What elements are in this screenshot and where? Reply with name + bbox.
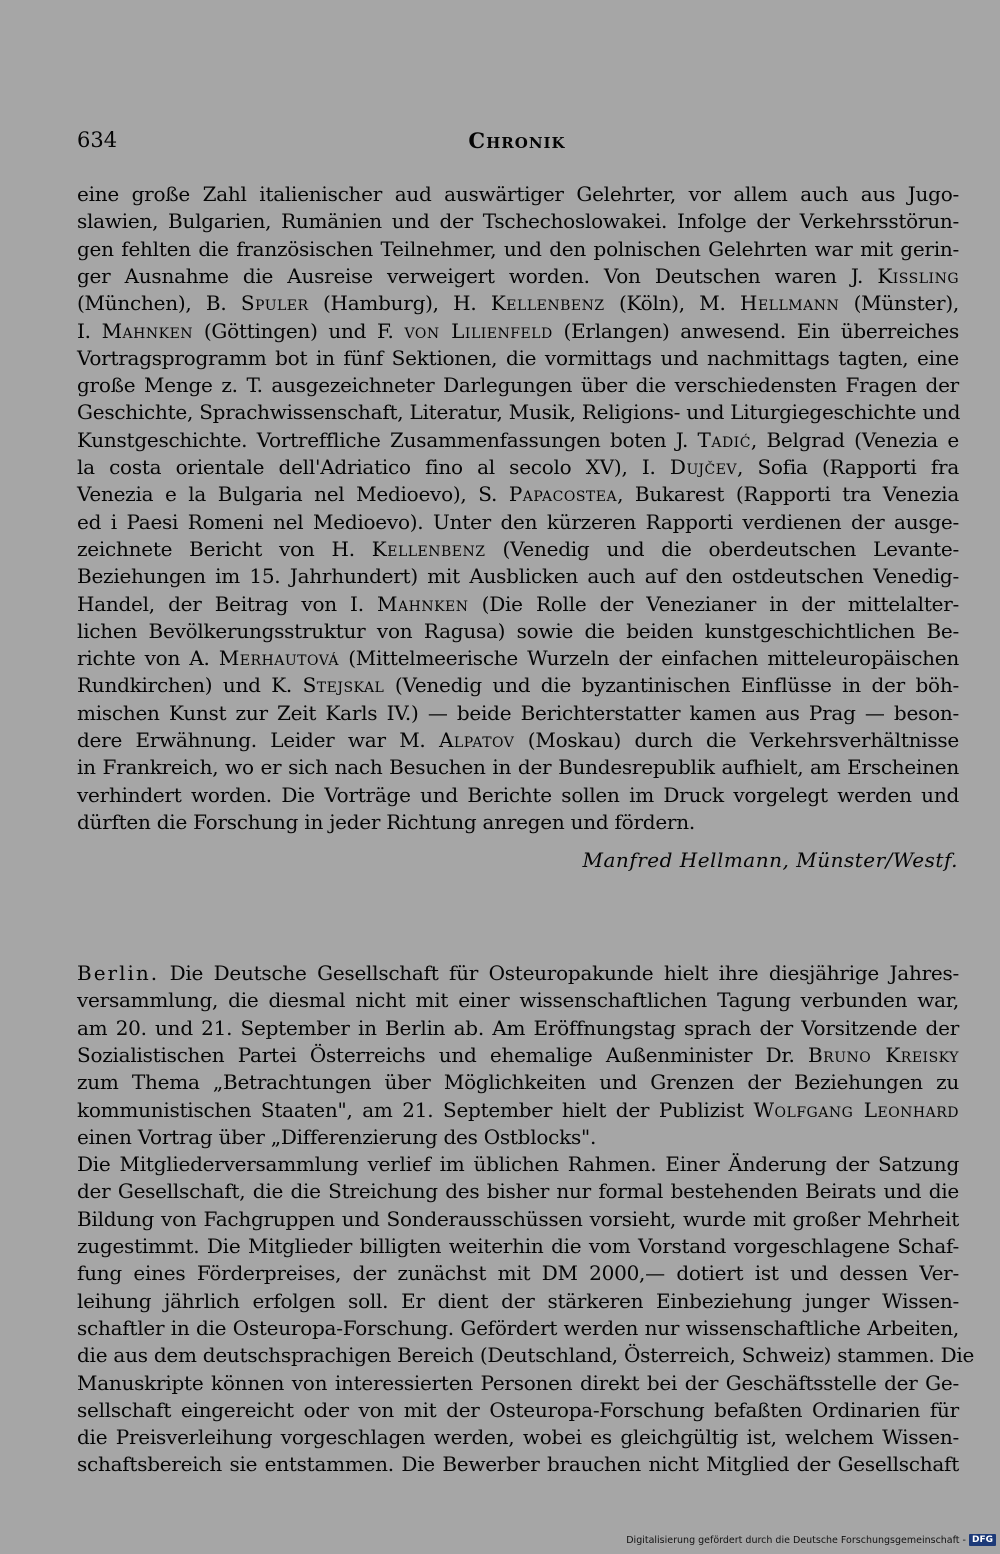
- text-segment: sellschaft eingereicht oder von mit der Osteuropa-Forschung befaßten Ordinarien für: [77, 1397, 959, 1422]
- person-name: Alpatov: [438, 728, 515, 752]
- page-number: 634: [77, 128, 118, 152]
- text-line: [77, 398, 959, 426]
- text-line: [77, 1068, 959, 1096]
- text-line: [77, 1177, 959, 1205]
- text-line: [77, 986, 959, 1014]
- text-segment: der Gesellschaft, die die Streichung des bisher nur formal bestehenden Beirats und die: [77, 1179, 959, 1204]
- text-segment: zum Thema „Betrachtungen über Möglichkeiten und Grenzen der Beziehungen zu: [77, 1070, 959, 1095]
- text-segment: slawien, Bulgarien, Rumänien und der Tschechoslowakei. Infolge der Verkehrsstörun-: [77, 209, 959, 234]
- text-line: [77, 535, 959, 563]
- text-segment: versammlung, die diesmal nicht mit einer wissenschaftlichen Tagung verbunden war,: [77, 988, 959, 1013]
- person-name: Spuler: [240, 291, 309, 316]
- text-segment: la costa orientale dell'Adriatico fino al secolo XV), I.: [77, 455, 670, 479]
- text-line: [77, 1123, 959, 1151]
- text-segment: , Sofia (Rapporti fra: [737, 455, 959, 479]
- text-line: [77, 371, 959, 399]
- text-segment: schaftler in die Osteuropa-Forschung. Gefördert werden nur wissenschaftliche Arbeiten,: [77, 1315, 959, 1340]
- text-line: [77, 808, 959, 836]
- text-segment: dere Erwähnung. Leider war M.: [77, 728, 439, 752]
- person-name: Mahnken: [101, 318, 194, 343]
- text-line: [77, 1396, 959, 1424]
- text-line: [77, 617, 959, 645]
- text-line: [77, 262, 959, 290]
- text-segment: lichen Bevölkerungsstruktur von Ragusa) sowie die beiden kunstgeschichtlichen Be-: [77, 618, 959, 643]
- person-name: Tadić: [697, 427, 751, 452]
- person-name: Mahnken: [377, 591, 469, 616]
- text-line: [77, 426, 959, 454]
- digitization-credit: [626, 1532, 996, 1548]
- text-line: [77, 1259, 959, 1287]
- text-segment: Sozialistischen Partei Österreichs und ehemalige Außenminister Dr.: [77, 1042, 808, 1067]
- text-segment: gen fehlten die französischen Teilnehmer, und den polnischen Gelehrten war mit gerin-: [77, 236, 959, 261]
- text-segment: verhindert worden. Die Vorträge und Berichte sollen im Druck vorgelegt werden und: [77, 782, 959, 807]
- text-segment: in Frankreich, wo er sich nach Besuchen in der Bundesrepublik aufhielt, am Erscheinen: [77, 755, 959, 780]
- text-segment: , Bukarest (Rapporti tra Venezia: [617, 482, 960, 507]
- text-line: [77, 699, 959, 727]
- text-segment: Die Deutsche Gesellschaft für Osteuropakunde hielt ihre diesjährige Jahres-: [159, 961, 959, 985]
- text-line: [77, 1150, 959, 1178]
- text-segment: mischen Kunst zur Zeit Karls IV.) — beide Berichterstatter kamen aus Prag — beson-: [77, 700, 959, 725]
- text-segment: richte von A.: [77, 646, 219, 671]
- text-segment: kommunistischen Staaten", am 21. September hielt der Publizist: [77, 1097, 754, 1122]
- text-segment: zugestimmt. Die Mitglieder billigten weiterhin die vom Vorstand vorgeschlagene Schaf-: [77, 1234, 959, 1258]
- author-signature: Manfred Hellmann, Münster/Westf.: [582, 848, 958, 872]
- text-segment: (Göttingen) und F.: [193, 318, 405, 343]
- text-line: [77, 1096, 959, 1124]
- person-name: Papacostea: [508, 482, 618, 507]
- text-segment: Rundkirchen) und K.: [77, 673, 303, 698]
- running-head: Chronik: [468, 128, 566, 153]
- text-line: [77, 590, 959, 618]
- text-segment: die Preisverleihung vorgeschlagen werden, wobei es gleichgültig ist, welchem Wissen-: [77, 1425, 959, 1450]
- text-segment: große Menge z. T. ausgezeichneter Darlegungen über die verschiedensten Fragen der: [77, 373, 959, 398]
- text-segment: I.: [77, 318, 102, 343]
- text-line: [77, 1423, 959, 1451]
- text-line: [77, 562, 959, 590]
- text-line: [77, 1041, 959, 1069]
- text-line: [77, 508, 959, 536]
- text-line: [77, 959, 959, 987]
- text-segment: eine große Zahl italienischer aud auswärtiger Gelehrter, vor allem auch aus Jugo-: [77, 182, 959, 206]
- text-line: [77, 781, 959, 809]
- text-line: [77, 344, 959, 372]
- text-segment: (München), B.: [77, 291, 241, 316]
- text-line: [77, 1314, 959, 1342]
- text-line: [77, 1205, 959, 1233]
- text-line: [77, 1287, 959, 1315]
- text-segment: Venezia e la Bulgaria nel Medioevo), S.: [77, 482, 509, 507]
- person-name: Dujčev: [669, 455, 738, 479]
- text-segment: Die Mitgliederversammlung verlief im üblichen Rahmen. Einer Änderung der Satzung: [77, 1152, 959, 1177]
- person-name: Bruno Kreisky: [807, 1042, 959, 1067]
- text-line: [77, 207, 959, 235]
- page-header: [77, 128, 957, 158]
- text-segment: (Hamburg), H.: [308, 291, 491, 316]
- text-segment: zeichnete Bericht von H.: [77, 536, 372, 561]
- text-segment: Kunstgeschichte. Vortreffliche Zusammenfassungen boten J.: [77, 427, 698, 452]
- text-segment: (Münster),: [839, 291, 959, 316]
- text-line: [77, 235, 959, 263]
- text-line: [77, 1369, 959, 1397]
- person-name: Kellenbenz: [490, 291, 605, 316]
- text-segment: schaftsbereich sie entstammen. Die Bewerber brauchen nicht Mitglied der Gesellschaft: [77, 1452, 959, 1477]
- person-name: Hellmann: [740, 291, 840, 316]
- text-line: [77, 480, 959, 508]
- place-heading: Berlin.: [77, 961, 160, 985]
- text-segment: Handel, der Beitrag von I.: [77, 591, 378, 616]
- text-line: [77, 1341, 975, 1369]
- text-line: [77, 644, 959, 672]
- person-name: von Lilienfeld: [404, 318, 553, 343]
- person-name: Wolfgang Leonhard: [753, 1097, 960, 1122]
- text-line: [77, 317, 959, 345]
- text-line: [77, 726, 959, 754]
- text-segment: leihung jährlich erfolgen soll. Er dient der stärkeren Einbeziehung junger Wissen-: [77, 1288, 959, 1313]
- text-segment: Bildung von Fachgruppen und Sonderausschüssen vorsieht, wurde mit großer Mehrheit: [77, 1206, 959, 1231]
- text-line: [77, 753, 959, 781]
- text-segment: dürften die Forschung in jeder Richtung anregen und fördern.: [77, 809, 695, 834]
- text-line: [77, 289, 959, 317]
- credit-text: Digitalisierung gefördert durch die Deutsche Forschungsgemeinschaft -: [626, 1534, 966, 1546]
- text-segment: (Venedig und die byzantinischen Einflüsse in der böh-: [384, 673, 959, 698]
- text-line: [77, 671, 959, 699]
- text-segment: (Moskau) durch die Verkehrsverhältnisse: [514, 728, 959, 752]
- text-line: [77, 180, 959, 208]
- text-segment: Vortragsprogramm bot in fünf Sektionen, die vormittags und nachmittags tagten, eine: [77, 345, 959, 370]
- text-segment: fung eines Förderpreises, der zunächst mit DM 2000,— dotiert ist und dessen Ver-: [77, 1261, 959, 1286]
- text-segment: einen Vortrag über „Differenzierung des Ostblocks".: [77, 1124, 597, 1149]
- text-segment: (Venedig und die oberdeutschen Levante-: [485, 536, 960, 561]
- text-segment: am 20. und 21. September in Berlin ab. Am Eröffnungstag sprach der Vorsitzende der: [77, 1015, 959, 1040]
- text-segment: ger Ausnahme die Ausreise verweigert worden. Von Deutschen waren J.: [77, 263, 878, 288]
- text-line: [77, 453, 959, 481]
- text-segment: (Mittelmeerische Wurzeln der einfachen mitteleuropäischen: [339, 646, 959, 671]
- person-name: Stejskal: [302, 673, 385, 698]
- text-segment: (Erlangen) anwesend. Ein überreiches: [552, 318, 960, 343]
- dfg-logo: DFG: [969, 1534, 996, 1546]
- text-segment: Beziehungen im 15. Jahrhundert) mit Ausblicken auch auf den ostdeutschen Venedig-: [77, 564, 959, 589]
- person-name: Kellenbenz: [371, 536, 486, 561]
- text-segment: Geschichte, Sprachwissenschaft, Literatur, Musik, Religions- und Liturgiegeschichte und: [77, 400, 961, 425]
- text-line: [77, 1450, 959, 1478]
- text-segment: (Köln), M.: [604, 291, 740, 316]
- text-segment: die aus dem deutschsprachigen Bereich (Deutschland, Österreich, Schweiz) stammen. Die: [77, 1343, 975, 1368]
- text-segment: , Belgrad (Venezia e: [750, 427, 959, 452]
- person-name: Merhautová: [218, 646, 340, 671]
- text-line: [77, 1014, 959, 1042]
- person-name: Kissling: [877, 263, 959, 288]
- text-segment: Manuskripte können von interessierten Personen direkt bei der Geschäftsstelle der Ge-: [77, 1370, 959, 1395]
- text-line: [77, 1232, 959, 1260]
- text-segment: (Die Rolle der Venezianer in der mittelalter-: [468, 591, 960, 616]
- text-segment: ed i Paesi Romeni nel Medioevo). Unter den kürzeren Rapporti verdienen der ausge-: [77, 509, 959, 534]
